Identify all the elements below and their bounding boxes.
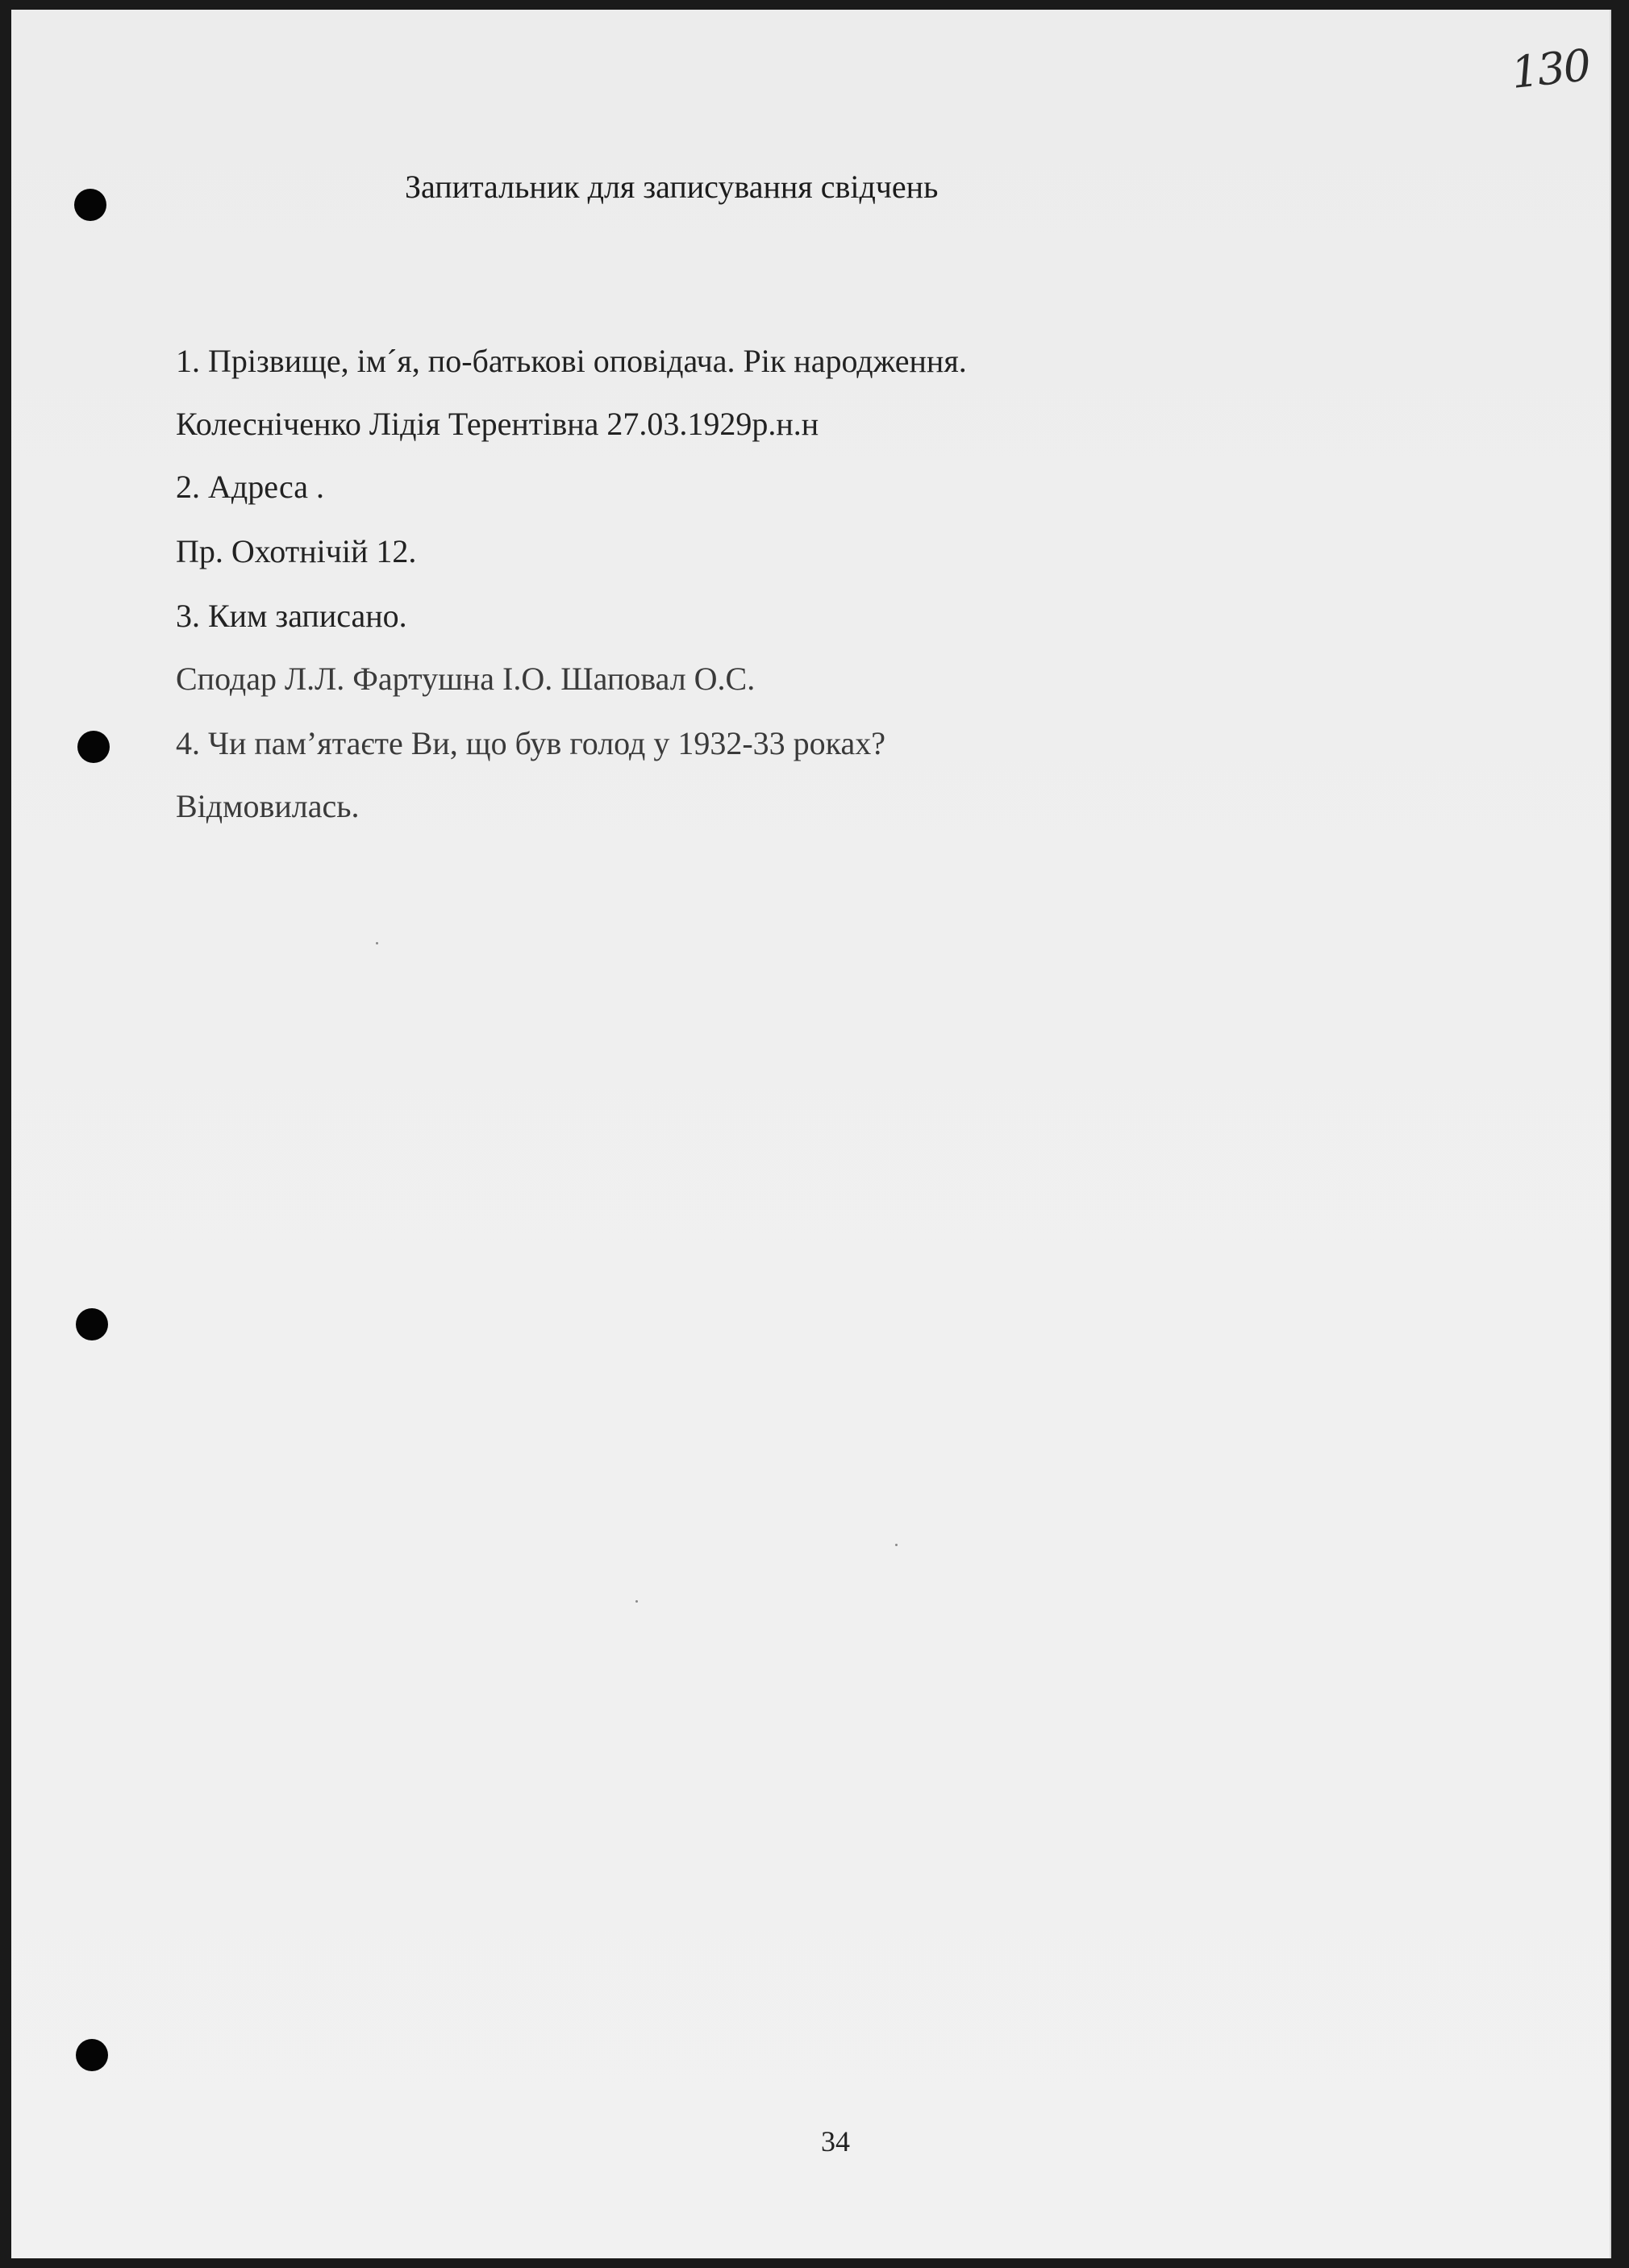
paper-speck: [635, 1600, 638, 1603]
punch-hole: [74, 189, 106, 221]
handwritten-folio-number: 130: [1508, 40, 1593, 98]
paper-speck: [895, 1544, 898, 1546]
question-3: 3. Ким записано.: [176, 598, 407, 634]
document-title: Запитальник для записування свідчень: [405, 169, 939, 205]
answer-4: Відмовилась.: [176, 788, 360, 824]
question-4: 4. Чи пам’ятаєте Ви, що був голод у 1932-33 роках?: [176, 725, 886, 761]
paper-speck: [376, 942, 378, 944]
answer-1: Колесніченко Лідія Терентівна 27.03.1929р.н.н: [176, 406, 819, 442]
page-number: 34: [821, 2125, 850, 2158]
answer-3: Сподар Л.Л. Фартушна І.О. Шаповал О.С.: [176, 661, 756, 697]
answer-2: Пр. Охотнічій 12.: [176, 533, 417, 569]
paper-sheet: [11, 10, 1611, 2258]
punch-hole: [76, 2039, 108, 2071]
punch-hole: [76, 1308, 108, 1340]
question-1: 1. Прізвище, ім´я, по-батькові оповідача. Рік народження.: [176, 343, 967, 379]
question-2: 2. Адреса .: [176, 469, 324, 505]
punch-hole: [77, 731, 110, 763]
